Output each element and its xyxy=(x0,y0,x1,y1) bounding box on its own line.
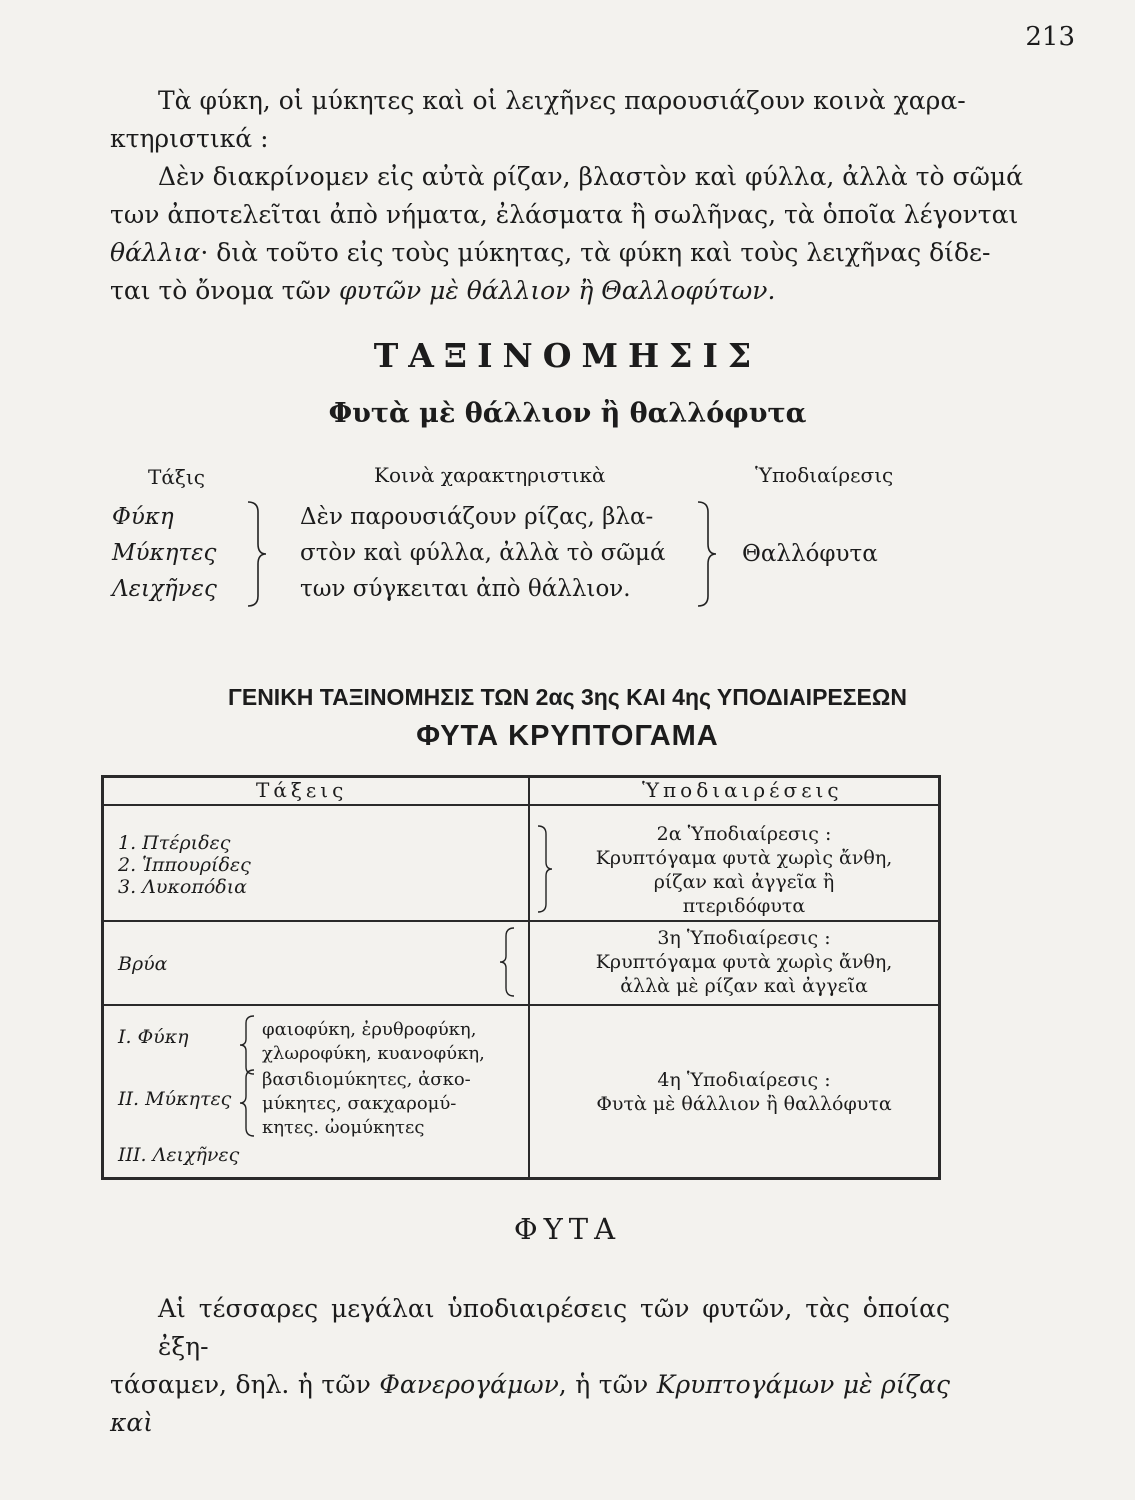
fyta-line-2 xyxy=(110,1366,950,1442)
t2-row2-sub-line-2: ἀλλὰ μὲ ρίζαν καὶ ἀγγεῖα xyxy=(620,975,868,997)
t2-mykhtes-brace xyxy=(238,1068,258,1138)
fyta-paragraph xyxy=(110,1290,950,1442)
t2-row3-sub-title: 4η Ὑποδιαίρεσις : xyxy=(657,1069,831,1091)
t2-fukh-brace xyxy=(238,1014,258,1076)
t2-class-mykhtes: ΙΙ. Μύκητες xyxy=(118,1088,232,1110)
intro-line-5-rest: · διὰ τοῦτο εἰς τοὺς μύκητας, τὰ φύκη καὶ τοὺς λειχῆνας δίδε- xyxy=(200,238,991,267)
t2-mykhtes-types-line-1: βασιδιομύκητες, ἀσκο- xyxy=(262,1069,471,1090)
t2-class-lykopodia: 3. Λυκοπόδια xyxy=(118,876,247,898)
t2-row1-sub-line-2: ρίζαν καὶ ἀγγεῖα ἢ xyxy=(653,871,835,893)
t2-mykhtes-types xyxy=(262,1068,471,1140)
intro-line-1: Τὰ φύκη, οἱ μύκητες καὶ οἱ λειχῆνες παρουσιάζουν κοινὰ χαρα- xyxy=(158,86,966,115)
t2-row1-subdivision xyxy=(554,822,934,918)
t1-subdivision-value: Θαλλόφυτα xyxy=(742,541,878,567)
t2-class-pterides: 1. Πτέριδες xyxy=(118,832,231,854)
t1-left-brace xyxy=(240,500,270,608)
intro-line-2: κτηριστικά : xyxy=(110,124,269,153)
t2-row2-brace xyxy=(498,926,518,998)
t2-row1-sub-title: 2α Ὑποδιαίρεσις : xyxy=(656,823,832,845)
t2-header-classes: Τάξεις xyxy=(256,778,348,802)
t1-class-list xyxy=(112,500,217,606)
t2-row1-sub-line-3: πτεριδόφυτα xyxy=(682,895,806,917)
t1-right-brace xyxy=(694,500,724,608)
t1-class-fukh: Φύκη xyxy=(112,504,174,530)
intro-line-6-start: ται τὸ ὄνομα τῶν xyxy=(110,276,340,305)
t1-class-leixhnes: Λειχῆνες xyxy=(112,576,217,602)
t2-class-ippourides: 2. Ἱππουρίδες xyxy=(118,854,251,876)
t2-fukh-types-line-1: φαιοφύκη, ἐρυθροφύκη, xyxy=(262,1019,477,1040)
t2-row3-sub-line: Φυτὰ μὲ θάλλιον ἢ θαλλόφυτα xyxy=(596,1093,892,1115)
t2-fukh-types xyxy=(262,1018,485,1066)
t2-row1-classes xyxy=(118,832,251,898)
intro-line-4: των ἀποτελεῖται ἀπὸ νήματα, ἐλάσματα ἢ σωλῆνας, τὰ ὁποῖα λέγονται xyxy=(110,200,1019,229)
general-subtitle: ΦΥΤΑ ΚΡΥΠΤΟΓΑΜΑ xyxy=(416,720,719,752)
fyta-title: ΦΥΤΑ xyxy=(513,1212,622,1246)
term-kryptogamon: Κρυπτογάμων μὲ ρίζας καὶ xyxy=(110,1370,950,1437)
intro-paragraph xyxy=(110,82,1024,310)
t2-row1-rule xyxy=(104,920,938,922)
t2-class-fukh: Ι. Φύκη xyxy=(118,1026,189,1048)
t2-row3-subdivision xyxy=(554,1068,934,1116)
t1-features-line-2: στὸν καὶ φύλλα, ἀλλὰ τὸ σῶμά xyxy=(300,540,666,566)
fyta-line-2-c: , ἡ τῶν xyxy=(558,1370,657,1399)
intro-line-3: Δὲν διακρίνομεν εἰς αὐτὰ ρίζαν, βλαστὸν καὶ φύλλα, ἀλλὰ τὸ σῶμά xyxy=(158,162,1024,191)
t2-header-rule xyxy=(104,804,938,806)
t2-row1-sub-line-1: Κρυπτόγαμα φυτὰ χωρὶς ἄνθη, xyxy=(595,847,893,869)
classification-subtitle: Φυτὰ μὲ θάλλιον ἢ θαλλόφυτα xyxy=(328,398,807,429)
term-thallia: θάλλια xyxy=(110,238,201,267)
t1-header-subdivision: Ὑποδιαίρεσις xyxy=(755,463,894,487)
classification-title: ΤΑΞΙΝΟΜΗΣΙΣ xyxy=(373,336,762,375)
t2-header-subdivisions: Ὑποδιαιρέσεις xyxy=(642,778,843,802)
term-fanerogamon: Φανερογάμων xyxy=(379,1370,559,1399)
t2-row2-sub-title: 3η Ὑποδιαίρεσις : xyxy=(657,927,831,949)
t1-header-features: Κοινὰ χαρακτηριστικὰ xyxy=(374,463,606,487)
t2-class-vrya: Βρύα xyxy=(118,953,168,975)
t1-features-line-3: των σύγκειται ἀπὸ θάλλιον. xyxy=(300,576,631,602)
t2-mykhtes-types-line-2: μύκητες, σακχαρομύ- xyxy=(262,1093,457,1114)
t2-row2-sub-line-1: Κρυπτόγαμα φυτὰ χωρὶς ἄνθη, xyxy=(595,951,893,973)
t2-mykhtes-types-line-3: κητες. ὠομύκητες xyxy=(262,1117,425,1138)
general-title: ΓΕΝΙΚΗ ΤΑΞΙΝΟΜΗΣΙΣ ΤΩΝ 2ας 3ης ΚΑΙ 4ης ΥΠΟΔΙΑΙΡΕΣΕΩΝ xyxy=(228,684,907,710)
t2-row2-subdivision xyxy=(554,926,934,998)
t2-row1-brace xyxy=(534,824,554,914)
t2-row2-rule xyxy=(104,1004,938,1006)
t1-features-line-1: Δὲν παρουσιάζουν ρίζας, βλα- xyxy=(300,504,654,530)
t1-class-mykhtes: Μύκητες xyxy=(112,540,217,566)
page-number: 213 xyxy=(1025,22,1075,52)
intro-line-5 xyxy=(110,234,991,272)
intro-line-6 xyxy=(110,272,950,310)
fyta-line-1: Αἱ τέσσαρες μεγάλαι ὑποδιαιρέσεις τῶν φυτῶν, τὰς ὁποίας ἐξη- xyxy=(158,1294,950,1361)
t2-fukh-types-line-2: χλωροφύκη, κυανοφύκη, xyxy=(262,1043,485,1064)
term-thallophyta: φυτῶν μὲ θάλλιον ἢ Θαλλοφύτων. xyxy=(339,276,776,305)
fyta-line-2-a: τάσαμεν, δηλ. ἡ τῶν xyxy=(110,1370,380,1399)
t2-class-leixhnes: ΙΙΙ. Λειχῆνες xyxy=(118,1144,240,1166)
cryptogams-table xyxy=(101,775,941,1180)
t1-header-class: Τάξις xyxy=(148,465,205,489)
t1-features xyxy=(300,500,666,606)
t2-column-rule xyxy=(528,778,530,1177)
